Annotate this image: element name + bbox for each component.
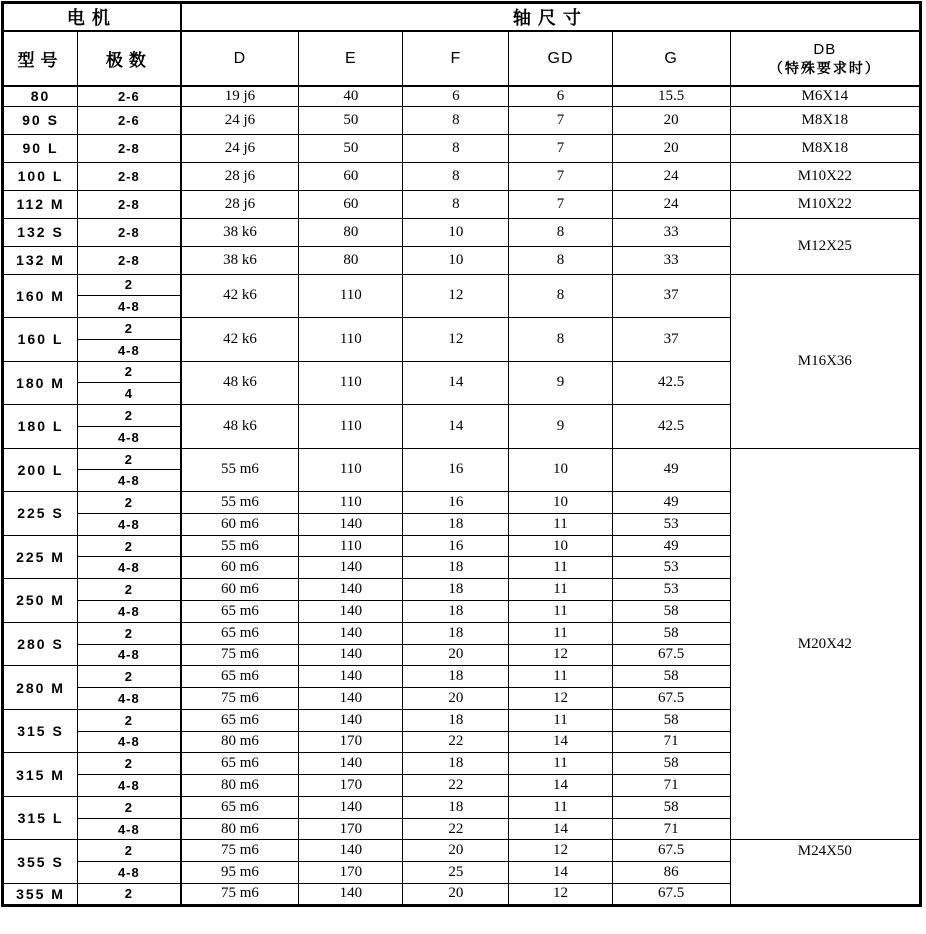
dim-cell: 8 <box>509 218 612 246</box>
dim-cell: 18 <box>403 622 509 644</box>
dim-cell: 110 <box>299 448 403 492</box>
dim-cell: 58 <box>612 600 730 622</box>
dim-cell: 55 m6 <box>181 492 299 514</box>
db-cell: M8X18 <box>730 134 920 162</box>
model-cell: 280 M <box>3 666 78 710</box>
dim-cell: 50 <box>299 134 403 162</box>
dim-cell: 49 <box>612 535 730 557</box>
model-cell: 160 M <box>3 274 78 318</box>
poles-cell: 4 <box>78 383 181 405</box>
poles-cell: 2 <box>78 666 181 688</box>
header-motor-group: 电机 <box>3 3 181 32</box>
dim-cell: 11 <box>509 600 612 622</box>
dim-cell: 140 <box>299 579 403 601</box>
dim-cell: 18 <box>403 666 509 688</box>
dim-cell: 60 <box>299 190 403 218</box>
header-model: 型号 <box>3 31 78 86</box>
dim-cell: 19 j6 <box>181 86 299 106</box>
dim-cell: 11 <box>509 513 612 535</box>
dim-cell: 10 <box>403 218 509 246</box>
dim-cell: 11 <box>509 622 612 644</box>
header-db-line2: （特殊要求时） <box>768 60 881 76</box>
dim-cell: 9 <box>509 405 612 449</box>
dim-cell: 16 <box>403 535 509 557</box>
db-cell: M6X14 <box>730 86 920 106</box>
dim-cell: 71 <box>612 818 730 840</box>
dim-cell: 37 <box>612 318 730 362</box>
poles-cell: 2-8 <box>78 162 181 190</box>
dim-cell: 170 <box>299 818 403 840</box>
poles-cell: 2 <box>78 361 181 383</box>
dim-cell: 7 <box>509 134 612 162</box>
poles-cell: 2 <box>78 274 181 296</box>
dim-cell: 75 m6 <box>181 883 299 905</box>
dim-cell: 24 j6 <box>181 134 299 162</box>
dim-cell: 170 <box>299 731 403 753</box>
dim-cell: 80 m6 <box>181 818 299 840</box>
poles-cell: 2-6 <box>78 86 181 106</box>
model-cell: 315 L <box>3 796 78 840</box>
model-cell: 315 M <box>3 753 78 797</box>
dim-cell: 53 <box>612 579 730 601</box>
model-cell: 355 S <box>3 840 78 884</box>
header-db-line1: DB <box>813 41 837 58</box>
dim-cell: 65 m6 <box>181 753 299 775</box>
dim-cell: 42.5 <box>612 405 730 449</box>
dim-cell: 7 <box>509 190 612 218</box>
dim-cell: 8 <box>403 162 509 190</box>
dim-cell: 11 <box>509 666 612 688</box>
poles-cell: 2 <box>78 405 181 427</box>
dim-cell: 140 <box>299 644 403 666</box>
dim-cell: 65 m6 <box>181 796 299 818</box>
poles-cell: 2 <box>78 448 181 470</box>
dim-cell: 18 <box>403 579 509 601</box>
dim-cell: 75 m6 <box>181 688 299 710</box>
dim-cell: 140 <box>299 666 403 688</box>
dim-cell: 11 <box>509 557 612 579</box>
dim-cell: 58 <box>612 666 730 688</box>
dim-cell: 65 m6 <box>181 600 299 622</box>
dim-cell: 110 <box>299 318 403 362</box>
dim-cell: 10 <box>509 448 612 492</box>
dim-cell: 10 <box>509 492 612 514</box>
table-body <box>3 86 921 905</box>
dim-cell: 16 <box>403 492 509 514</box>
poles-cell: 4-8 <box>78 339 181 361</box>
model-cell: 315 S <box>3 709 78 753</box>
dim-cell: 8 <box>403 106 509 134</box>
poles-cell: 2 <box>78 579 181 601</box>
header-db <box>730 31 920 86</box>
dim-cell: 18 <box>403 796 509 818</box>
dim-cell: 58 <box>612 753 730 775</box>
dim-cell: 55 m6 <box>181 535 299 557</box>
table-row <box>3 274 921 296</box>
dim-cell: 12 <box>509 883 612 905</box>
dim-cell: 75 m6 <box>181 644 299 666</box>
dim-cell: 60 m6 <box>181 579 299 601</box>
poles-cell: 2-6 <box>78 106 181 134</box>
model-cell: 132 M <box>3 246 78 274</box>
poles-cell: 4-8 <box>78 296 181 318</box>
dim-cell: 140 <box>299 557 403 579</box>
table-row <box>3 190 921 218</box>
dim-cell: 8 <box>403 190 509 218</box>
dim-cell: 14 <box>509 862 612 884</box>
dim-cell: 11 <box>509 709 612 731</box>
table-row <box>3 840 921 862</box>
dim-cell: 6 <box>403 86 509 106</box>
header-poles: 极数 <box>78 31 181 86</box>
poles-cell: 4-8 <box>78 513 181 535</box>
poles-cell: 4-8 <box>78 557 181 579</box>
dim-cell: 65 m6 <box>181 709 299 731</box>
dim-cell: 65 m6 <box>181 622 299 644</box>
dim-cell: 140 <box>299 622 403 644</box>
poles-cell: 2 <box>78 796 181 818</box>
model-cell: 355 M <box>3 883 78 905</box>
db-cell: M8X18 <box>730 106 920 134</box>
poles-cell: 2 <box>78 535 181 557</box>
header-f: F <box>403 31 509 86</box>
poles-cell: 4-8 <box>78 470 181 492</box>
dim-cell: 20 <box>612 106 730 134</box>
poles-cell: 2-8 <box>78 134 181 162</box>
dim-cell: 15.5 <box>612 86 730 106</box>
dim-cell: 6 <box>509 86 612 106</box>
table-row <box>3 106 921 134</box>
dim-cell: 12 <box>403 318 509 362</box>
dim-cell: 38 k6 <box>181 218 299 246</box>
dim-cell: 80 m6 <box>181 731 299 753</box>
dim-cell: 58 <box>612 796 730 818</box>
dim-cell: 14 <box>509 731 612 753</box>
dim-cell: 80 <box>299 246 403 274</box>
poles-cell: M24X50 <box>730 840 920 905</box>
poles-cell: 2 <box>78 883 181 905</box>
dim-cell: 67.5 <box>612 644 730 666</box>
dim-cell: 48 k6 <box>181 405 299 449</box>
dim-cell: 80 m6 <box>181 775 299 797</box>
poles-cell: 2 <box>78 622 181 644</box>
header-gd: GD <box>509 31 612 86</box>
dim-cell: 18 <box>403 600 509 622</box>
dim-cell: 14 <box>509 818 612 840</box>
dim-cell: 8 <box>509 318 612 362</box>
poles-cell: 2-8 <box>78 218 181 246</box>
db-cell: M16X36 <box>730 274 920 448</box>
dim-cell: 11 <box>509 796 612 818</box>
dim-cell: 49 <box>612 492 730 514</box>
db-cell: M10X22 <box>730 190 920 218</box>
dim-cell: 71 <box>612 775 730 797</box>
table-row <box>3 448 921 470</box>
dim-cell: 33 <box>612 218 730 246</box>
dim-cell: 8 <box>509 274 612 318</box>
model-cell: 90 L <box>3 134 78 162</box>
model-cell: 200 L <box>3 448 78 492</box>
poles-cell: 4-8 <box>78 775 181 797</box>
dim-cell: 10 <box>509 535 612 557</box>
model-cell: 160 L <box>3 318 78 362</box>
dim-cell: 7 <box>509 106 612 134</box>
dim-cell: 58 <box>612 709 730 731</box>
model-cell: 180 L <box>3 405 78 449</box>
header-group-row <box>3 3 921 32</box>
db-cell: M20X42 <box>730 448 920 840</box>
dim-cell: 12 <box>403 274 509 318</box>
dim-cell: 20 <box>403 688 509 710</box>
poles-cell: 2-8 <box>78 190 181 218</box>
dim-cell: 24 <box>612 190 730 218</box>
dim-cell: 37 <box>612 274 730 318</box>
dim-cell: 95 m6 <box>181 862 299 884</box>
dim-cell: 8 <box>403 134 509 162</box>
poles-cell: 2 <box>78 709 181 731</box>
table-header <box>3 3 921 87</box>
dim-cell: 28 j6 <box>181 162 299 190</box>
header-columns-row <box>3 31 921 86</box>
dim-cell: 14 <box>403 361 509 405</box>
dim-cell: 22 <box>403 818 509 840</box>
dim-cell: 140 <box>299 709 403 731</box>
dim-cell: 170 <box>299 862 403 884</box>
model-cell: 80 <box>3 86 78 106</box>
dim-cell: 110 <box>299 274 403 318</box>
dim-cell: 40 <box>299 86 403 106</box>
dim-cell: 110 <box>299 361 403 405</box>
dim-cell: 38 k6 <box>181 246 299 274</box>
header-d: D <box>181 31 299 86</box>
dim-cell: 28 j6 <box>181 190 299 218</box>
db-cell: M12X25 <box>730 218 920 274</box>
dim-cell: 33 <box>612 246 730 274</box>
dim-cell: 140 <box>299 688 403 710</box>
dim-cell: 11 <box>509 753 612 775</box>
dim-cell: 110 <box>299 535 403 557</box>
dim-cell: 22 <box>403 731 509 753</box>
dim-cell: 14 <box>403 405 509 449</box>
header-g: G <box>612 31 730 86</box>
header-e: E <box>299 31 403 86</box>
dim-cell: 55 m6 <box>181 448 299 492</box>
table-row <box>3 162 921 190</box>
model-cell: 132 S <box>3 218 78 246</box>
dim-cell: 18 <box>403 709 509 731</box>
model-cell: 100 L <box>3 162 78 190</box>
dim-cell: 42.5 <box>612 361 730 405</box>
dim-cell: 24 <box>612 162 730 190</box>
dim-cell: 140 <box>299 883 403 905</box>
poles-cell: 2 <box>78 840 181 862</box>
dim-cell: 25 <box>403 862 509 884</box>
dim-cell: 110 <box>299 405 403 449</box>
poles-cell: 4-8 <box>78 426 181 448</box>
model-cell: 225 S <box>3 492 78 536</box>
dim-cell: 12 <box>509 840 612 862</box>
dim-cell: 20 <box>612 134 730 162</box>
model-cell: 250 M <box>3 579 78 623</box>
dim-cell: 18 <box>403 753 509 775</box>
dim-cell: 8 <box>509 246 612 274</box>
dim-cell: 67.5 <box>612 688 730 710</box>
poles-cell: 2 <box>78 318 181 340</box>
dim-cell: 140 <box>299 600 403 622</box>
dim-cell: 18 <box>403 557 509 579</box>
poles-cell: 4-8 <box>78 688 181 710</box>
dim-cell: 71 <box>612 731 730 753</box>
dim-cell: 140 <box>299 796 403 818</box>
dim-cell: 140 <box>299 753 403 775</box>
dim-cell: 22 <box>403 775 509 797</box>
dim-cell: 49 <box>612 448 730 492</box>
poles-cell: 2 <box>78 492 181 514</box>
dim-cell: 48 k6 <box>181 361 299 405</box>
dim-cell: 170 <box>299 775 403 797</box>
dim-cell: 60 <box>299 162 403 190</box>
dim-cell: 16 <box>403 448 509 492</box>
dim-cell: 7 <box>509 162 612 190</box>
header-shaft-group: 轴尺寸 <box>181 3 921 32</box>
dim-cell: 18 <box>403 513 509 535</box>
dim-cell: 12 <box>509 644 612 666</box>
poles-cell: 4-8 <box>78 862 181 884</box>
dim-cell: 11 <box>509 579 612 601</box>
poles-cell: 4-8 <box>78 818 181 840</box>
dim-cell: 50 <box>299 106 403 134</box>
dim-cell: 24 j6 <box>181 106 299 134</box>
dim-cell: 20 <box>403 883 509 905</box>
poles-cell: 4-8 <box>78 644 181 666</box>
model-cell: 280 S <box>3 622 78 666</box>
dim-cell: 140 <box>299 513 403 535</box>
dim-cell: 9 <box>509 361 612 405</box>
dim-cell: 60 m6 <box>181 557 299 579</box>
dim-cell: 20 <box>403 644 509 666</box>
table-row <box>3 218 921 246</box>
poles-cell: 4-8 <box>78 731 181 753</box>
dim-cell: 65 m6 <box>181 666 299 688</box>
poles-cell: 2 <box>78 753 181 775</box>
table-row <box>3 134 921 162</box>
model-cell: 180 M <box>3 361 78 405</box>
poles-cell: 4-8 <box>78 600 181 622</box>
dim-cell: 12 <box>509 688 612 710</box>
dim-cell: 110 <box>299 492 403 514</box>
dim-cell: 80 <box>299 218 403 246</box>
dim-cell: 20 <box>403 840 509 862</box>
dim-cell: 14 <box>509 775 612 797</box>
dim-cell: 140 <box>299 840 403 862</box>
dim-cell: 67.5 <box>612 883 730 905</box>
dim-cell: 53 <box>612 557 730 579</box>
dim-cell: 75 m6 <box>181 840 299 862</box>
model-cell: 90 S <box>3 106 78 134</box>
dim-cell: 67.5 <box>612 840 730 862</box>
dim-cell: 58 <box>612 622 730 644</box>
model-cell: 225 M <box>3 535 78 579</box>
dim-cell: 42 k6 <box>181 318 299 362</box>
dim-cell: 86 <box>612 862 730 884</box>
dim-cell: 60 m6 <box>181 513 299 535</box>
motor-shaft-dimensions-table <box>1 1 922 907</box>
poles-cell: 2-8 <box>78 246 181 274</box>
dim-cell: 53 <box>612 513 730 535</box>
table-row <box>3 86 921 106</box>
dim-cell: 10 <box>403 246 509 274</box>
dim-cell: 42 k6 <box>181 274 299 318</box>
model-cell: 112 M <box>3 190 78 218</box>
db-cell: M10X22 <box>730 162 920 190</box>
